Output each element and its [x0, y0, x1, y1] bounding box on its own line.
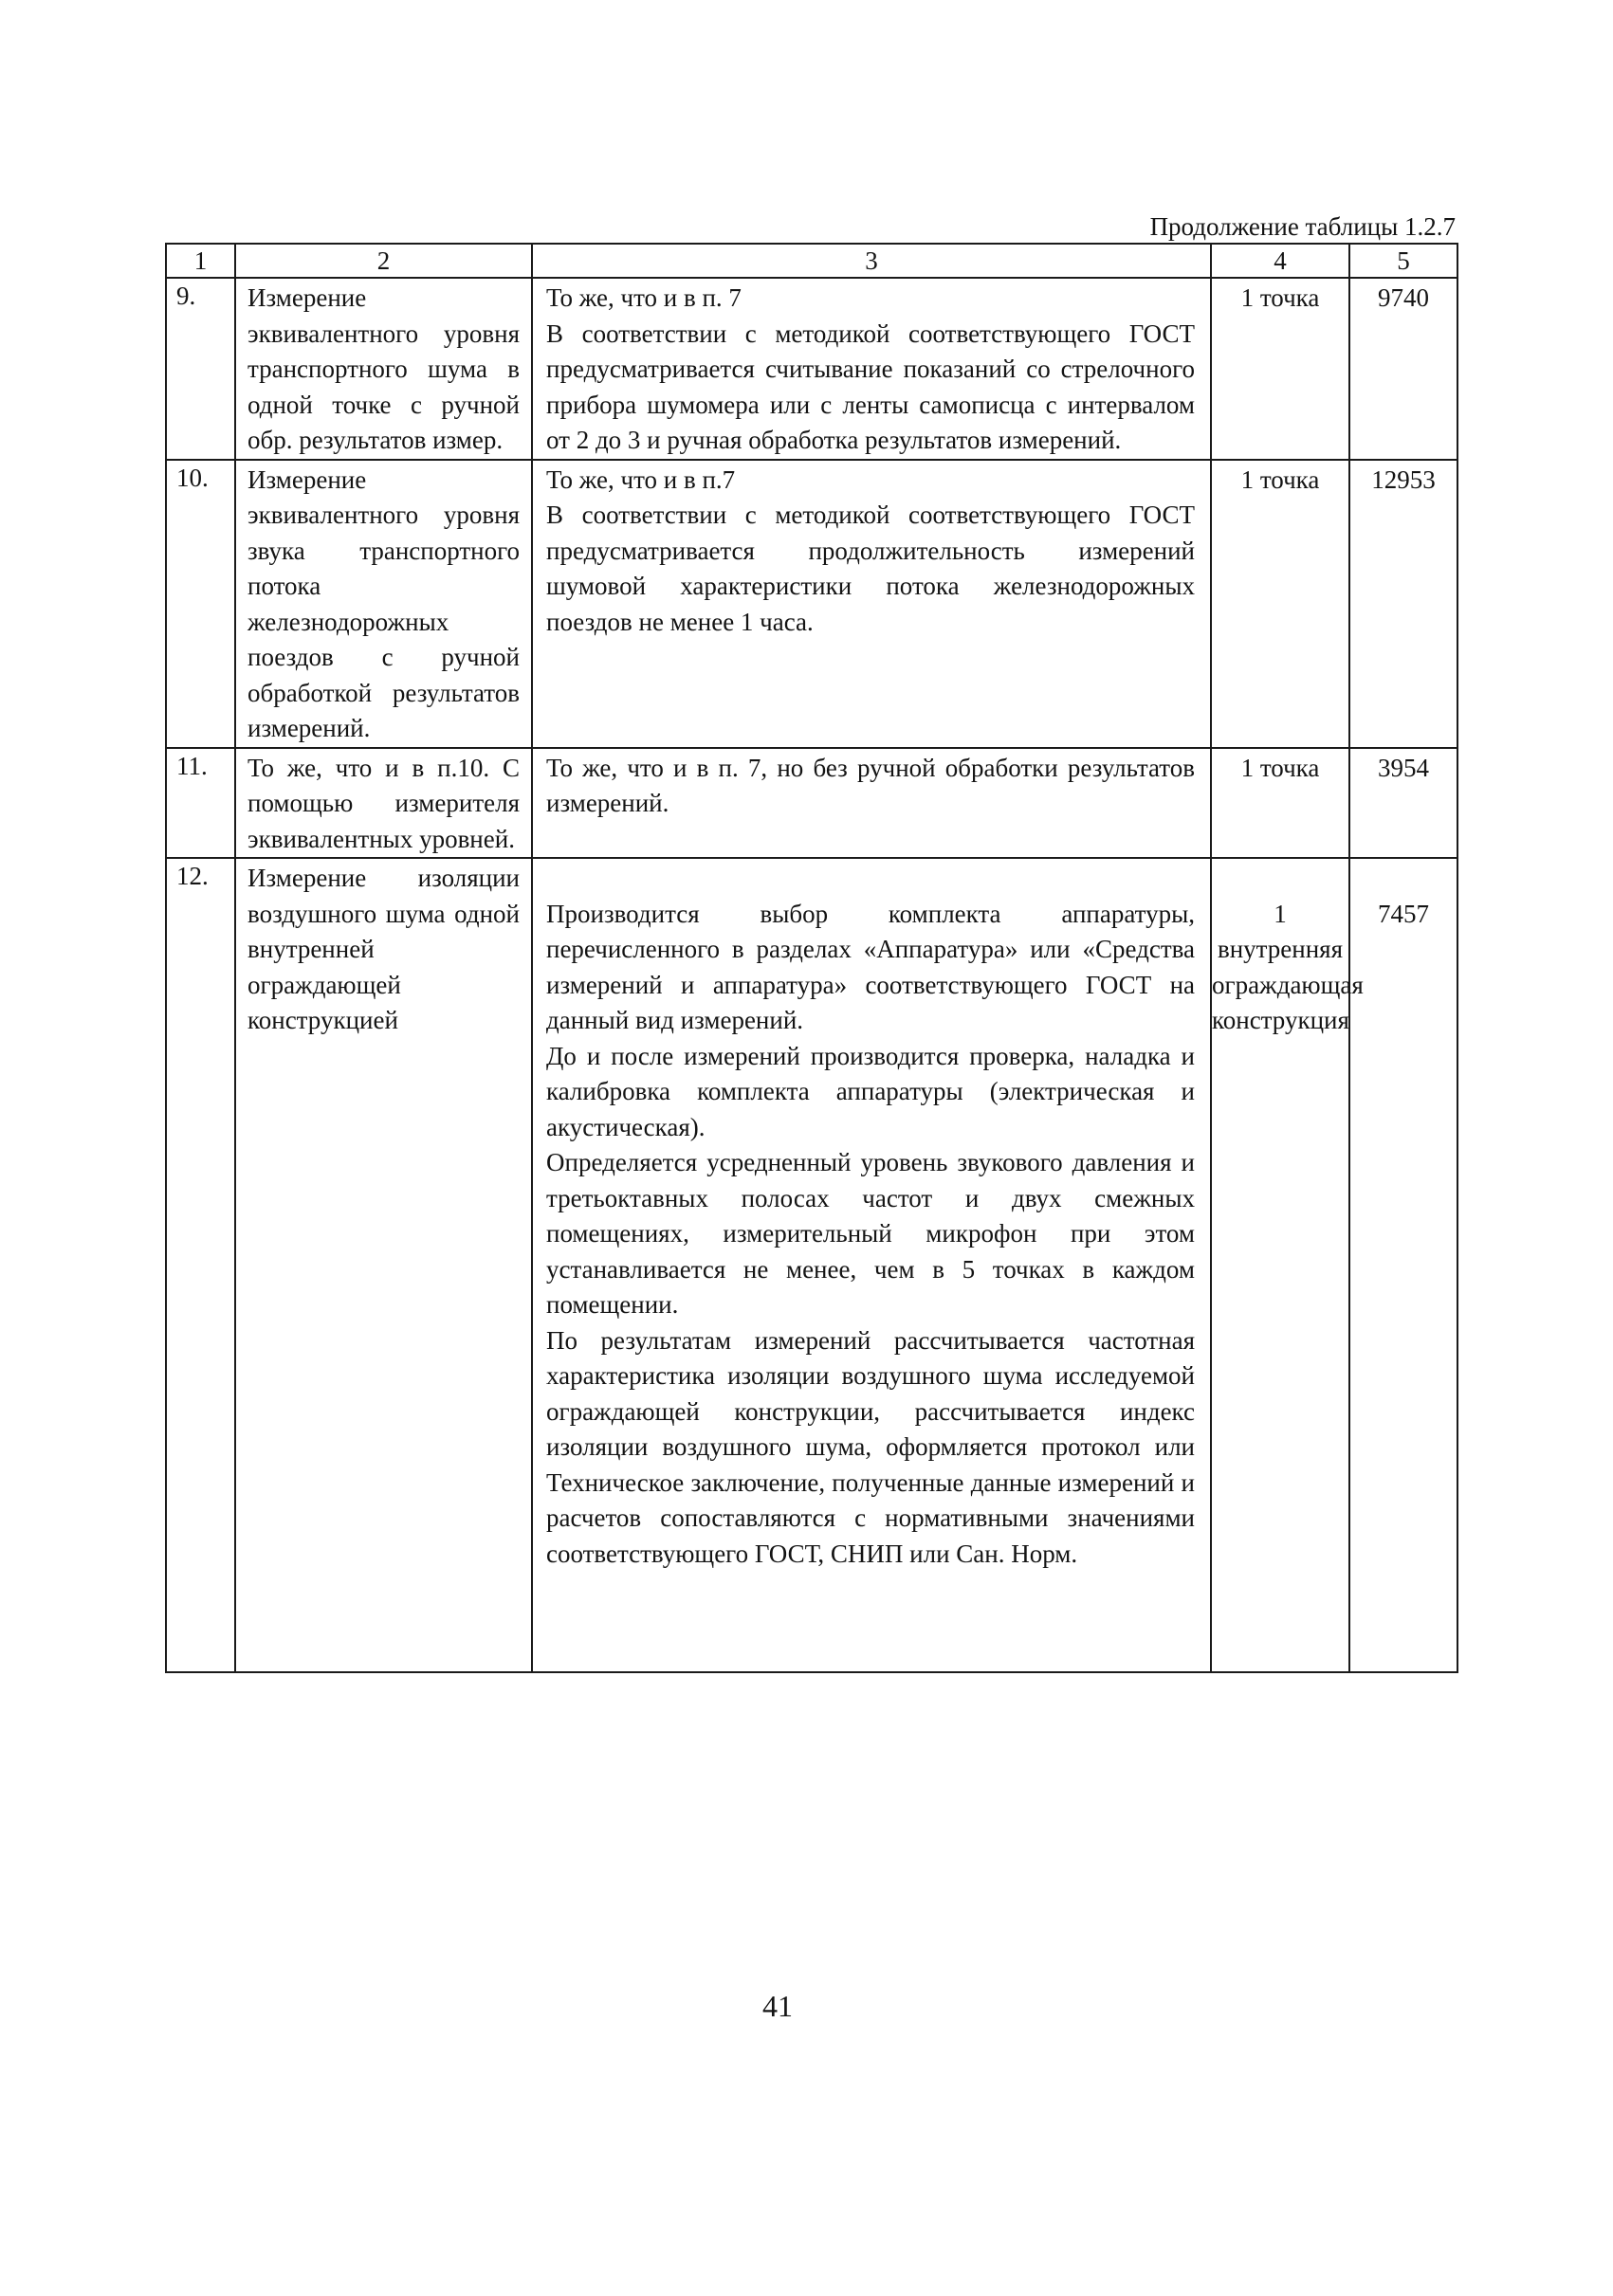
table-row	[166, 460, 1457, 748]
spacer	[1212, 861, 1348, 897]
row-unit: 1 точка	[1211, 748, 1349, 859]
header-col-1: 1	[166, 244, 235, 278]
description-paragraph: В соответствии с методикой соответствующего ГОСТ предусматривается продолжительность измерений шумовой характеристики потока железнодорожных поездов не менее 1 часа.	[546, 501, 1195, 636]
table-row	[166, 278, 1457, 460]
row-description	[532, 858, 1211, 1672]
row-number: 12.	[166, 858, 235, 1672]
header-col-4: 4	[1211, 244, 1349, 278]
row-description	[532, 748, 1211, 859]
header-col-2: 2	[235, 244, 532, 278]
row-price: 3954	[1349, 748, 1457, 859]
description-paragraph: То же, что и в п.7	[546, 465, 736, 494]
row-unit	[1211, 858, 1364, 1672]
row-number: 11.	[166, 748, 235, 859]
table-caption: Продолжение таблицы 1.2.7	[1149, 212, 1456, 241]
row-description	[532, 278, 1211, 460]
header-col-3: 3	[532, 244, 1211, 278]
row-unit: 1 точка	[1211, 278, 1349, 460]
row-description	[532, 460, 1211, 748]
table-row	[166, 858, 1457, 1672]
description-paragraph: Определяется усредненный уровень звукового давления и третьоктавных полосах частот и двух смежных помещениях, измерительный микрофон при этом устанавливается не менее, чем в 5 точках в каждом помещении.	[546, 1148, 1195, 1319]
spacer	[546, 861, 1195, 897]
spacer	[1350, 861, 1457, 897]
row-price: 12953	[1349, 460, 1457, 748]
row-unit: 1 точка	[1211, 460, 1349, 748]
table-header-row	[166, 244, 1457, 278]
header-col-5: 5	[1349, 244, 1457, 278]
page-number: 41	[762, 1989, 793, 2023]
description-paragraph: До и после измерений производится проверка, наладка и калибровка комплекта аппаратуры (электрическая и акустическая).	[546, 1041, 1195, 1141]
row-work-name: Измерение эквивалентного уровня транспортного шума в одной точке с ручной обр. результатов измер.	[235, 278, 532, 460]
description-paragraph: В соответствии с методикой соответствующего ГОСТ предусматривается считывание показаний со стрелочного прибора шумомера или с ленты самописца с интервалом от 2 до 3 и ручная обработка результатов измерений.	[546, 319, 1195, 454]
description-paragraph: По результатам измерений рассчитывается частотная характеристика изоляции воздушного шума исследуемой ограждающей конструкции, рассчитывается индекс изоляции воздушного шума, оформляется протокол или Техническое заключение, полученные данные измерений и расчетов сопоставляются с нормативными значениями соответствующего ГОСТ, СНИП или Сан. Норм.	[546, 1325, 1195, 1568]
unit-text: 1 внутренняя ограждающая конструкция	[1212, 899, 1364, 1034]
table-row	[166, 748, 1457, 859]
row-work-name: Измерение изоляции воздушного шума одной внутренней ограждающей конструкцией	[235, 858, 532, 1672]
row-price: 9740	[1349, 278, 1457, 460]
description-paragraph: Производится выбор комплекта аппаратуры, перечисленного в разделах «Аппаратура» или «Средства измерений и аппаратура» соответствующего ГОСТ на данный вид измерений.	[546, 899, 1195, 1034]
row-price	[1349, 858, 1457, 1672]
row-number: 9.	[166, 278, 235, 460]
price-table	[165, 243, 1458, 1673]
row-work-name: То же, что и в п.10. С помощью измерителя эквивалентных уровней.	[235, 748, 532, 859]
description-paragraph: То же, что и в п. 7	[546, 283, 742, 312]
price-text: 7457	[1378, 899, 1429, 928]
row-number: 10.	[166, 460, 235, 748]
row-work-name: Измерение эквивалентного уровня звука транспортного потока железнодорожных поездов с ручной обработкой результатов измерений.	[235, 460, 532, 748]
description-paragraph: То же, что и в п. 7, но без ручной обработки результатов измерений.	[546, 753, 1195, 817]
